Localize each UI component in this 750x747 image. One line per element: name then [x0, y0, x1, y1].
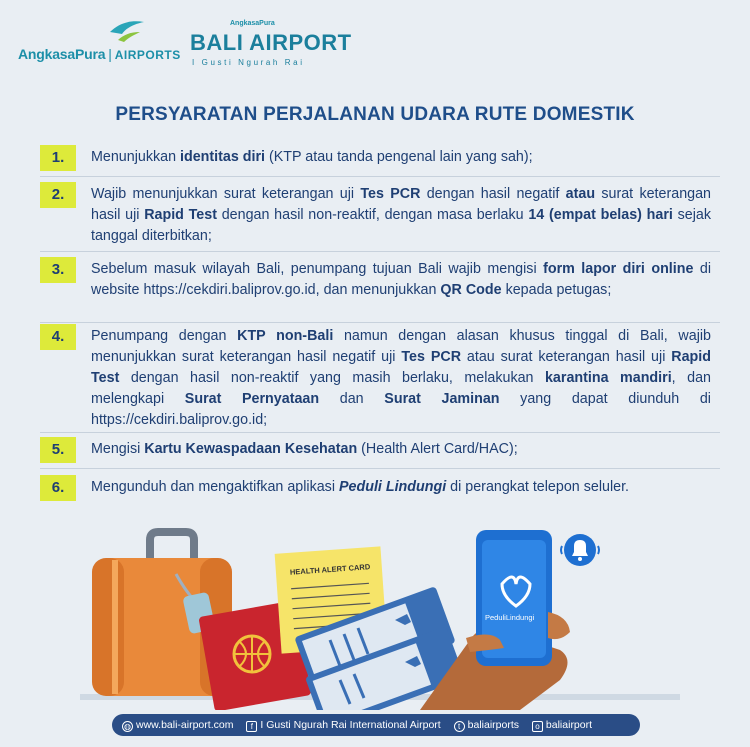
requirement-text [91, 439, 711, 460]
requirement-emphasis: 14 (empat belas) hari [528, 207, 673, 223]
requirement-item [40, 257, 720, 323]
requirement-fragment: kepada petugas; [501, 282, 612, 298]
travel-illustration [0, 520, 750, 710]
angkasa-airports: AIRPORTS [114, 48, 181, 62]
requirement-fragment: Penumpang dengan [91, 328, 238, 344]
health-card-label: HEALTH ALERT CARD [289, 562, 371, 577]
requirement-fragment: surat keterangan hasil uji [91, 186, 711, 223]
requirement-item [40, 437, 720, 465]
angkasa-pura-logo [18, 18, 181, 68]
requirement-item [40, 324, 720, 434]
requirement-text [91, 259, 711, 301]
footer-instagram[interactable] [532, 719, 592, 731]
requirement-emphasis: atau [565, 186, 596, 202]
requirement-item [40, 182, 720, 248]
requirement-number: 6. [40, 475, 76, 501]
requirement-fragment: Mengisi [91, 441, 145, 457]
requirement-fragment: Sebelum masuk wilayah Bali, penumpang tujuan Bali wajib mengisi [91, 261, 544, 277]
instagram-icon: o [532, 721, 543, 732]
footer-instagram-text: baliairport [545, 719, 593, 731]
requirement-fragment: , dan melengkapi [91, 370, 711, 407]
requirement-emphasis: Kartu Kewaspadaan Kesehatan [144, 441, 358, 457]
requirement-fragment: Menunjukkan [91, 149, 181, 165]
requirement-emphasis: KTP non-Bali [237, 328, 334, 344]
requirement-emphasis: karantina mandiri [544, 370, 672, 386]
footer-facebook[interactable] [246, 719, 440, 731]
footer-twitter[interactable] [454, 719, 519, 731]
divider [40, 176, 720, 177]
requirement-fragment: dengan hasil negatif [420, 186, 566, 202]
requirement-emphasis: Surat Jaminan [384, 391, 500, 407]
phone-app-label: PeduliLindungi [485, 613, 535, 622]
requirement-fragment: (KTP atau tanda pengenal lain yang sah); [265, 149, 533, 165]
requirement-text [91, 326, 711, 431]
requirement-emphasis: QR Code [440, 282, 502, 298]
bali-airport-logo [190, 20, 352, 68]
footer-website[interactable] [122, 719, 233, 731]
requirement-fragment: atau surat keterangan hasil uji [461, 349, 672, 365]
twitter-icon: t [454, 721, 465, 732]
requirement-fragment: dan [319, 391, 385, 407]
requirement-item [40, 145, 720, 173]
divider [40, 432, 720, 433]
requirement-fragment: Mengunduh dan mengaktifkan aplikasi [91, 479, 339, 495]
footer-bar [112, 714, 640, 736]
facebook-icon: f [246, 721, 257, 732]
requirement-fragment: di perangkat telepon seluler. [446, 479, 630, 495]
divider [40, 468, 720, 469]
bali-logo-subtitle: I Gusti Ngurah Rai [192, 58, 305, 67]
footer-website-text: www.bali-airport.com [136, 719, 234, 731]
angkasa-pura-mark-icon [106, 18, 146, 44]
requirement-number: 3. [40, 257, 76, 283]
requirement-text [91, 477, 711, 498]
requirement-text [91, 184, 711, 247]
requirement-emphasis: Rapid Test [91, 349, 711, 386]
bali-logo-small: AngkasaPura [230, 20, 275, 27]
requirement-item [40, 475, 720, 503]
requirement-fragment: Wajib menunjukkan surat keterangan uji [91, 186, 361, 202]
requirement-number: 2. [40, 182, 76, 208]
requirement-emphasis: Rapid Test [144, 207, 217, 223]
requirement-fragment: namun dengan alasan khusus tinggal di Bali, wajib menunjukkan surat keterangan hasil negatif uji [91, 328, 711, 365]
requirement-emphasis: Tes PCR [360, 186, 421, 202]
divider [40, 251, 720, 252]
requirement-number: 4. [40, 324, 76, 350]
requirement-fragment: di website https://cekdiri.baliprov.go.id, dan menunjukkan [91, 261, 711, 298]
requirement-fragment: dengan hasil non-reaktif, dengan masa berlaku [216, 207, 529, 223]
requirement-fragment: (Health Alert Card/HAC); [357, 441, 518, 457]
requirement-fragment: sejak tanggal diterbitkan; [91, 207, 711, 244]
requirement-emphasis: Surat Pernyataan [184, 391, 320, 407]
divider [40, 322, 720, 323]
requirement-fragment: yang dapat diunduh di https://cekdiri.baliprov.go.id; [91, 391, 711, 428]
angkasa-separator: | [108, 46, 112, 62]
angkasa-brand: AngkasaPura [18, 46, 106, 62]
bell-icon [561, 534, 599, 566]
globe-icon: ◍ [122, 721, 133, 732]
footer-twitter-text: baliairports [467, 719, 519, 731]
requirement-text [91, 147, 711, 168]
requirement-emphasis: identitas diri [180, 149, 266, 165]
requirement-emphasis: form lapor diri online [543, 261, 694, 277]
bali-logo-title: BALI AIRPORT [190, 30, 352, 55]
page-title: PERSYARATAN PERJALANAN UDARA RUTE DOMESTIK [115, 104, 635, 125]
requirement-emphasis: Tes PCR [401, 349, 462, 365]
requirement-fragment: dengan hasil non-reaktif yang masih berlaku, melakukan [119, 370, 545, 386]
requirement-number: 5. [40, 437, 76, 463]
requirement-number: 1. [40, 145, 76, 171]
requirement-emphasis: Peduli Lindungi [338, 479, 447, 495]
footer-facebook-text: I Gusti Ngurah Rai International Airport [260, 719, 441, 731]
